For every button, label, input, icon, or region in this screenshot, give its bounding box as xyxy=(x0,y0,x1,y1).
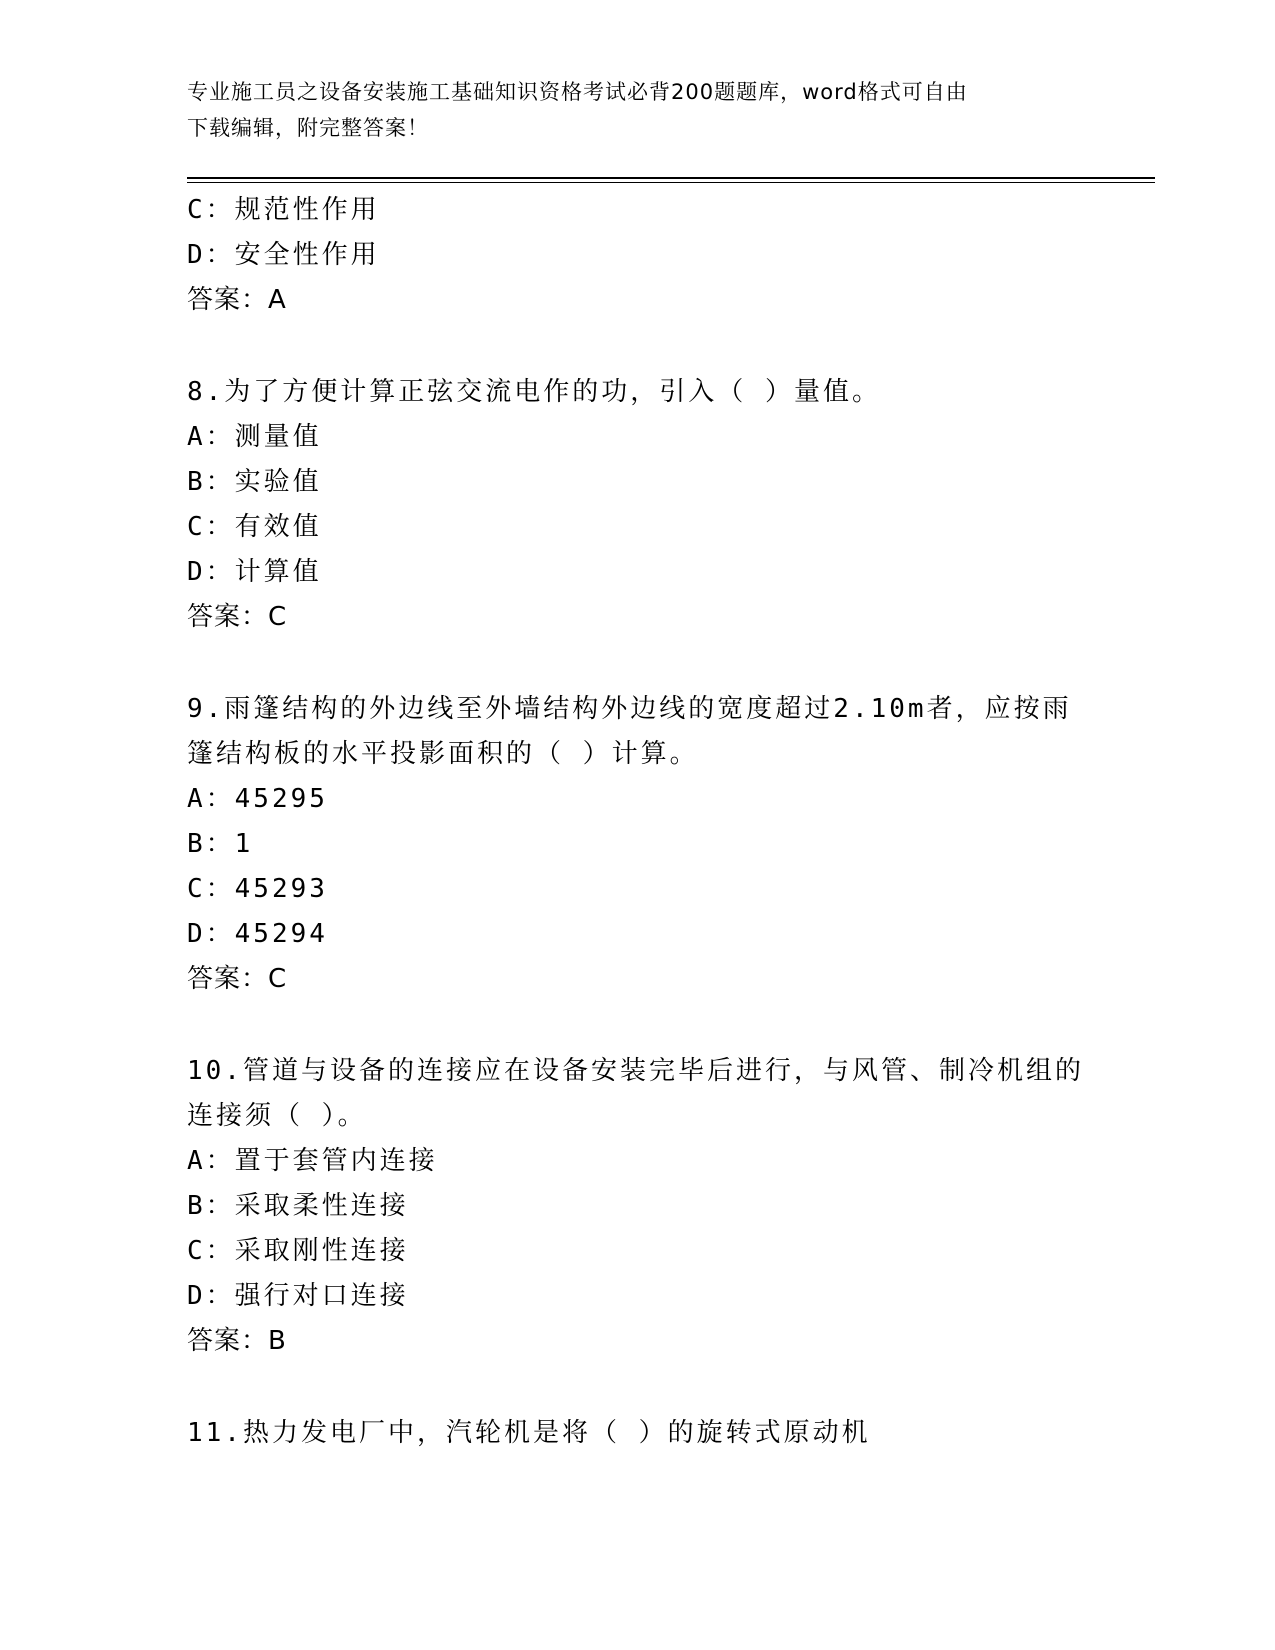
option-b: B：1 xyxy=(187,829,254,859)
header-line-2: 下载编辑，附完整答案！ xyxy=(187,116,429,140)
option-a: A：测量值 xyxy=(187,422,322,452)
answer-line: 答案：C xyxy=(187,602,288,632)
document-header xyxy=(187,74,1087,146)
answer-line: 答案：A xyxy=(187,285,287,315)
header-divider-thick xyxy=(187,177,1155,179)
question-10 xyxy=(187,1049,1147,1364)
header-line-1: 专业施工员之设备安装施工基础知识资格考试必背200题题库，word格式可自由 xyxy=(187,80,968,104)
question-text-cont: 篷结构板的水平投影面积的（ ）计算。 xyxy=(187,739,699,769)
option-c: C：45293 xyxy=(187,874,328,904)
question-8 xyxy=(187,370,1147,640)
option-d: D：强行对口连接 xyxy=(187,1281,409,1311)
option-d: D：45294 xyxy=(187,919,328,949)
option-b: B：实验值 xyxy=(187,467,322,497)
option-c: C：有效值 xyxy=(187,512,322,542)
answer-line: 答案：B xyxy=(187,1326,287,1356)
question-text: 11.热力发电厂中，汽轮机是将（ ）的旋转式原动机 xyxy=(187,1418,871,1448)
question-text: 8.为了方便计算正弦交流电作的功，引入（ ）量值。 xyxy=(187,377,881,407)
question-11 xyxy=(187,1411,1147,1456)
option-d: D：计算值 xyxy=(187,557,322,587)
option-a: A：45295 xyxy=(187,784,328,814)
header-divider-thin xyxy=(187,182,1155,183)
option-d: D：安全性作用 xyxy=(187,240,380,270)
question-text-cont: 连接须（ ）。 xyxy=(187,1101,367,1131)
option-a: A：置于套管内连接 xyxy=(187,1146,438,1176)
question-text: 10.管道与设备的连接应在设备安装完毕后进行，与风管、制冷机组的 xyxy=(187,1056,1084,1086)
option-c: C：采取刚性连接 xyxy=(187,1236,409,1266)
option-b: B：采取柔性连接 xyxy=(187,1191,409,1221)
question-list xyxy=(187,188,1147,1456)
question-9 xyxy=(187,687,1147,1002)
question-7-tail xyxy=(187,188,1147,323)
option-c: C：规范性作用 xyxy=(187,195,380,225)
question-text: 9.雨篷结构的外边线至外墙结构外边线的宽度超过2.10m者，应按雨 xyxy=(187,694,1072,724)
answer-line: 答案：C xyxy=(187,964,288,994)
